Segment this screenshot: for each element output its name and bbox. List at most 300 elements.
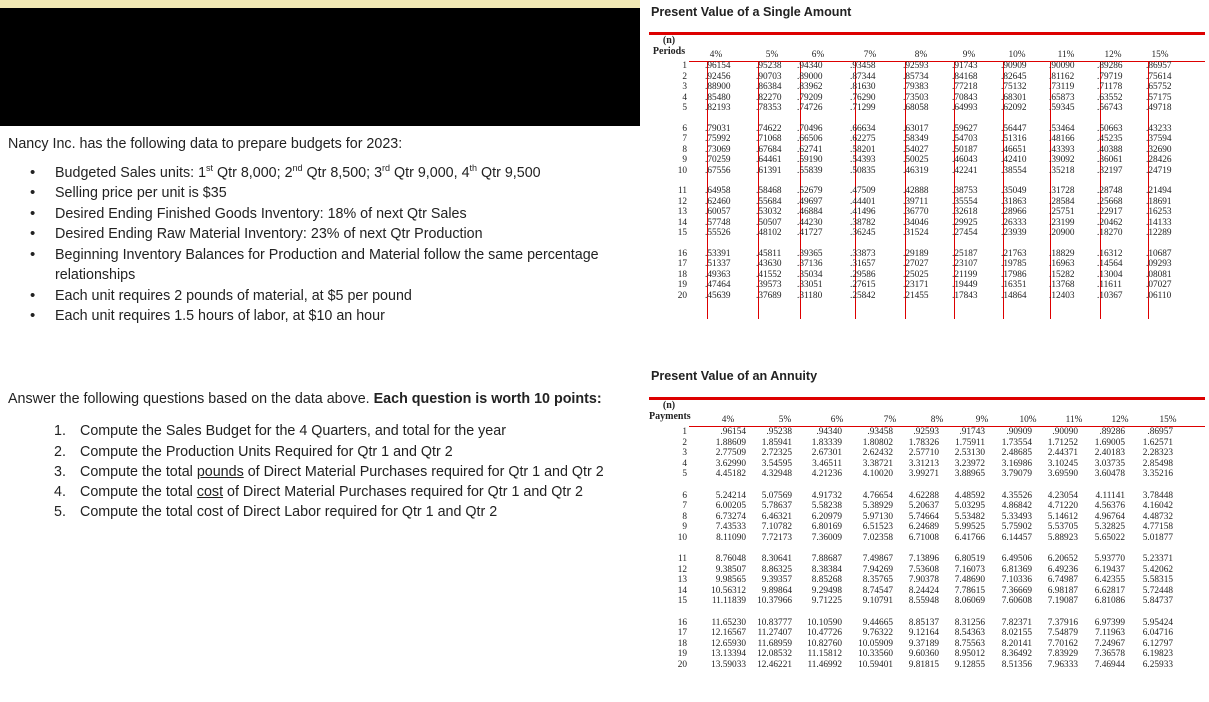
- question-text: of Direct Material Purchases required for Qtr 1 and Qtr 2: [243, 463, 604, 480]
- table-cell: .28426: [1146, 155, 1172, 165]
- table-row: [689, 61, 1209, 72]
- table-cell: 8.86325: [761, 564, 792, 575]
- table-cell: 6.80519: [954, 554, 985, 564]
- table-row: [689, 155, 1209, 166]
- case-data-section: [8, 134, 638, 327]
- table-cell: .90909: [1006, 427, 1032, 437]
- table-cell: 6.19437: [1094, 564, 1125, 575]
- table-cell: 3.03735: [1094, 458, 1125, 469]
- table-cell: 12.16567: [711, 628, 746, 639]
- table-cell: .79031: [705, 123, 731, 134]
- table-cell: 6.42355: [1094, 575, 1125, 586]
- table-cell: 4.62288: [908, 490, 939, 501]
- table-cell: .89000: [797, 71, 823, 82]
- table-cell: .49697: [797, 196, 823, 207]
- table-cell: 3.38721: [862, 458, 893, 469]
- question-text: Compute the Sales Budget for the 4 Quarters, and total for the year: [80, 423, 506, 440]
- table-cell: 4.91732: [811, 490, 842, 501]
- table-cell: 6.46321: [761, 511, 792, 522]
- question-number: 1.: [54, 423, 66, 440]
- table-cell: .58468: [756, 186, 782, 196]
- n-label: (n): [662, 400, 676, 411]
- table-cell: 11.15812: [807, 649, 842, 660]
- table-row: [689, 628, 1209, 639]
- period-number: 12: [677, 196, 687, 207]
- table-row: [689, 639, 1209, 650]
- table-row: [689, 491, 1209, 502]
- table-row: [689, 618, 1209, 629]
- table-cell: .31657: [850, 259, 876, 269]
- table-cell: 7.54879: [1047, 628, 1078, 639]
- period-number: 17: [677, 259, 687, 269]
- period-number: 10: [677, 532, 687, 543]
- table-cell: 5.38929: [862, 501, 893, 512]
- table-cell: 8.74547: [862, 585, 893, 596]
- table-cell: 5.23371: [1142, 554, 1173, 564]
- rate-header: 12%: [1104, 50, 1122, 60]
- table-cell: 11.46992: [807, 659, 842, 670]
- table-cell: 2.40183: [1094, 448, 1125, 459]
- table-cell: 5.88923: [1047, 532, 1078, 543]
- table-cell: .43393: [1049, 144, 1075, 155]
- table-cell: 6.00205: [715, 501, 746, 512]
- table-cell: 7.02358: [862, 532, 893, 543]
- table-row: [689, 512, 1209, 523]
- bullet-item: • Desired Ending Raw Material Inventory: 23% of next Qtr Production: [30, 224, 638, 245]
- period-number: 16: [677, 617, 687, 628]
- table-cell: .64461: [756, 155, 782, 165]
- table-cell: .49718: [1146, 103, 1172, 113]
- bullet-item: • Each unit requires 2 pounds of material, at $5 per pound: [30, 286, 638, 307]
- table-cell: .18691: [1146, 196, 1172, 207]
- table-cell: .89286: [1099, 427, 1125, 437]
- period-number: 11: [678, 554, 687, 564]
- table-cell: 13.59033: [711, 659, 746, 670]
- table-cell: .65873: [1049, 92, 1075, 103]
- table-cell: .78353: [756, 103, 782, 113]
- table-cell: .57748: [705, 217, 731, 228]
- table-cell: .45639: [705, 290, 731, 301]
- table-cell: .46043: [952, 155, 978, 165]
- table-cell: 1.80802: [862, 437, 893, 448]
- question-number: 4.: [54, 484, 66, 501]
- table-cell: .81630: [850, 82, 876, 92]
- table-cell: .96154: [720, 427, 746, 437]
- table-cell: .31863: [1001, 196, 1027, 207]
- period-number: 16: [677, 248, 687, 259]
- table-row: [689, 103, 1209, 114]
- table-cell: .48102: [756, 228, 782, 238]
- question-item: [54, 462, 638, 482]
- bullet-item: • Beginning Inventory Balances for Production and Material follow the same percentage relationships: [30, 245, 638, 286]
- table-row: [689, 575, 1209, 586]
- question-text: Compute the total cost of Direct Labor required for Qtr 1 and Qtr 2: [80, 504, 498, 521]
- table-cell: 2.28323: [1142, 448, 1173, 459]
- table-cell: .28966: [1001, 207, 1027, 217]
- table-cell: .59190: [797, 155, 823, 165]
- period-number: 5: [682, 103, 687, 113]
- table-cell: .34046: [903, 217, 929, 228]
- table-cell: .66634: [850, 123, 876, 134]
- table-cell: .47464: [705, 280, 731, 290]
- table-cell: 3.16986: [1001, 458, 1032, 469]
- table-cell: 2.72325: [761, 448, 792, 459]
- table-cell: 9.98565: [715, 575, 746, 586]
- table-row: [689, 259, 1209, 270]
- rate-header: 9%: [962, 50, 976, 60]
- table-cell: .25187: [952, 248, 978, 259]
- table-cell: .38753: [952, 186, 978, 196]
- table-cell: .29189: [903, 248, 929, 259]
- table-cell: 8.51356: [1001, 659, 1032, 670]
- table-row: [689, 218, 1209, 229]
- table-row: [689, 427, 1209, 438]
- table-cell: .32690: [1146, 144, 1172, 155]
- bullet-item: • Desired Ending Finished Goods Inventory: 18% of next Qtr Sales: [30, 204, 638, 225]
- ordinal-suffix: th: [469, 162, 478, 173]
- table-cell: 8.54363: [954, 628, 985, 639]
- rate-header: 8%: [930, 415, 944, 425]
- table-cell: 5.20637: [908, 501, 939, 512]
- table-cell: 5.72448: [1142, 585, 1173, 596]
- table-cell: .89286: [1097, 61, 1123, 71]
- period-label: Periods: [652, 46, 686, 57]
- table-row: [689, 166, 1209, 177]
- table-cell: .60057: [705, 207, 731, 217]
- rate-header: 9%: [975, 415, 989, 425]
- bullet-item: • Each unit requires 1.5 hours of labor, at $10 an hour: [30, 306, 638, 327]
- case-intro: Nancy Inc. has the following data to prepare budgets for 2023:: [8, 136, 403, 152]
- table-cell: 5.95424: [1142, 617, 1173, 628]
- question-text: Compute the total: [80, 463, 197, 480]
- table-cell: .37136: [797, 259, 823, 269]
- table-cell: 5.84737: [1142, 596, 1173, 607]
- table-cell: .39092: [1049, 155, 1075, 165]
- table-cell: .74622: [756, 123, 782, 134]
- table-cell: .68058: [903, 103, 929, 113]
- table-cell: 8.11090: [716, 532, 746, 543]
- table-cell: 6.81086: [1094, 596, 1125, 607]
- table-cell: .54393: [850, 155, 876, 165]
- table-cell: .08081: [1146, 269, 1172, 280]
- table-cell: .16253: [1146, 207, 1172, 217]
- table-cell: 7.53608: [908, 564, 939, 575]
- table-cell: 6.25933: [1142, 659, 1173, 670]
- question-emphasis: cost: [196, 484, 224, 501]
- table-cell: .94340: [816, 427, 842, 437]
- table-row: [689, 533, 1209, 544]
- table-cell: 4.48732: [1142, 511, 1173, 522]
- table-cell: 2.48685: [1001, 448, 1032, 459]
- table-cell: 5.42062: [1142, 564, 1173, 575]
- table-cell: 6.71008: [908, 532, 939, 543]
- table-cell: 4.77158: [1142, 522, 1173, 533]
- table-cell: .62460: [705, 196, 731, 207]
- table-cell: 5.65022: [1094, 532, 1125, 543]
- table-cell: .91743: [952, 61, 978, 71]
- table-cell: 8.06069: [954, 596, 985, 607]
- table-cell: 2.67301: [811, 448, 842, 459]
- period-number: 17: [677, 628, 687, 639]
- table-cell: .31524: [903, 228, 929, 238]
- ordinal-suffix: nd: [292, 162, 303, 173]
- table-cell: .55684: [756, 196, 782, 207]
- period-number: 18: [677, 269, 687, 280]
- table-cell: 7.70162: [1047, 638, 1078, 649]
- table-cell: 12.08532: [757, 649, 792, 660]
- table-cell: .64993: [952, 103, 978, 113]
- table-cell: .49363: [705, 269, 731, 280]
- table-cell: .59345: [1049, 103, 1075, 113]
- table-cell: 12.46221: [757, 659, 792, 670]
- table-cell: .86384: [756, 82, 782, 92]
- table-cell: 7.19087: [1047, 596, 1078, 607]
- table-cell: .70496: [797, 123, 823, 134]
- table-cell: 7.43533: [715, 522, 746, 533]
- table-cell: 1.78326: [908, 437, 939, 448]
- table-cell: 6.49506: [1001, 554, 1032, 564]
- period-number: 2: [682, 71, 687, 82]
- table-cell: .68301: [1001, 92, 1027, 103]
- table-cell: 6.04716: [1142, 628, 1173, 639]
- table-cell: 10.37966: [757, 596, 792, 607]
- table-cell: 1.73554: [1001, 437, 1032, 448]
- table-cell: 8.85137: [908, 617, 939, 628]
- table-cell: 7.16073: [954, 564, 985, 575]
- table-cell: 10.82760: [807, 638, 842, 649]
- table-cell: 6.62817: [1094, 585, 1125, 596]
- table-cell: 8.35765: [862, 575, 893, 586]
- table-cell: 2.57710: [908, 448, 939, 459]
- table-cell: .27027: [903, 259, 929, 269]
- table-cell: .16312: [1097, 248, 1123, 259]
- table-cell: .61391: [756, 165, 782, 176]
- table-cell: 5.33493: [1001, 511, 1032, 522]
- table-cell: 5.14612: [1047, 511, 1078, 522]
- table-cell: .73503: [903, 92, 929, 103]
- table-cell: .38554: [1001, 165, 1027, 176]
- table-row: [689, 586, 1209, 597]
- table-cell: .40388: [1097, 144, 1123, 155]
- table-cell: 6.74987: [1047, 575, 1078, 586]
- table-cell: .45235: [1097, 134, 1123, 144]
- question-text: of Direct Material Purchases required for Qtr 1 and Qtr 2: [223, 484, 584, 501]
- table-cell: .23171: [903, 280, 929, 290]
- table-cell: 6.24689: [908, 522, 939, 533]
- table-cell: .12403: [1049, 290, 1075, 301]
- table-cell: .36770: [903, 207, 929, 217]
- table-cell: .25025: [903, 269, 929, 280]
- table-cell: .74726: [797, 103, 823, 113]
- table-cell: .62741: [797, 144, 823, 155]
- table-cell: 8.02155: [1001, 628, 1032, 639]
- table-cell: .10687: [1146, 248, 1172, 259]
- table-cell: 4.35526: [1001, 490, 1032, 501]
- table-cell: .28584: [1049, 196, 1075, 207]
- table-cell: 10.10590: [807, 617, 842, 628]
- question-item: [54, 502, 638, 522]
- period-number: 2: [682, 437, 687, 448]
- table-cell: 3.10245: [1047, 458, 1078, 469]
- table-cell: 3.99271: [908, 469, 939, 480]
- questions-intro: Answer the following questions based on the data above. Each question is worth 10 points:: [8, 391, 602, 407]
- table-cell: .26333: [1001, 217, 1027, 228]
- table-cell: 9.44665: [862, 617, 893, 628]
- table-cell: .14864: [1001, 290, 1027, 301]
- table-cell: 5.53482: [954, 511, 985, 522]
- rate-header: 15%: [1159, 415, 1177, 425]
- table-cell: 1.75911: [955, 437, 985, 448]
- table-cell: .16963: [1049, 259, 1075, 269]
- table-cell: .77218: [952, 82, 978, 92]
- table-row: [689, 660, 1209, 671]
- table-cell: .64958: [705, 186, 731, 196]
- period-label: Payments: [649, 411, 691, 422]
- table-cell: 7.13896: [908, 554, 939, 564]
- table-row: [689, 554, 1209, 565]
- period-number: 13: [677, 575, 687, 586]
- table-cell: .16351: [1001, 280, 1027, 290]
- table-row: [689, 448, 1209, 459]
- table-cell: 6.97399: [1094, 617, 1125, 628]
- table-row: [689, 469, 1209, 480]
- table-cell: .09293: [1146, 259, 1172, 269]
- table-cell: .21763: [1001, 248, 1027, 259]
- period-number: 10: [677, 165, 687, 176]
- table-cell: .50187: [952, 144, 978, 155]
- table-cell: 9.39357: [761, 575, 792, 586]
- table-cell: .57175: [1146, 92, 1172, 103]
- table-cell: 6.41766: [954, 532, 985, 543]
- table-cell: 4.76654: [862, 490, 893, 501]
- table-cell: .43630: [756, 259, 782, 269]
- period-number: 3: [682, 82, 687, 92]
- table-cell: .45811: [756, 248, 782, 259]
- table-cell: 7.48690: [954, 575, 985, 586]
- table-cell: 3.35216: [1142, 469, 1173, 480]
- table-cell: .25751: [1049, 207, 1075, 217]
- table-cell: 9.76322: [862, 628, 893, 639]
- table-cell: .37594: [1146, 134, 1172, 144]
- table-row: [689, 270, 1209, 281]
- table-cell: .10367: [1097, 290, 1123, 301]
- pv-annuity-table: [649, 397, 1209, 699]
- table-cell: 7.60608: [1001, 596, 1032, 607]
- table-cell: .32618: [952, 207, 978, 217]
- table-cell: .39573: [756, 280, 782, 290]
- table-cell: .36061: [1097, 155, 1123, 165]
- table-row: [689, 186, 1209, 197]
- table-cell: .42410: [1001, 155, 1027, 165]
- table-cell: 5.97130: [862, 511, 893, 522]
- table-cell: .86957: [1147, 427, 1173, 437]
- table-cell: .79719: [1097, 71, 1123, 82]
- table-cell: 9.10791: [862, 596, 893, 607]
- table-cell: .46884: [797, 207, 823, 217]
- table-cell: .50835: [850, 165, 876, 176]
- table-cell: 2.77509: [715, 448, 746, 459]
- table-cell: 5.01877: [1142, 532, 1173, 543]
- table-cell: .38782: [850, 217, 876, 228]
- table-cell: .56743: [1097, 103, 1123, 113]
- rate-header: 6%: [830, 415, 844, 425]
- period-number: 1: [682, 427, 687, 437]
- table-cell: .39365: [797, 248, 823, 259]
- table-cell: 7.10782: [761, 522, 792, 533]
- rate-header: 7%: [883, 415, 897, 425]
- table-row: [689, 501, 1209, 512]
- case-bullet-list: [8, 163, 638, 327]
- table-cell: 11.65230: [711, 617, 746, 628]
- table-cell: .11611: [1097, 280, 1122, 290]
- table-cell: 7.88687: [811, 554, 842, 564]
- table-cell: 7.90378: [908, 575, 939, 586]
- table-cell: .62092: [1001, 103, 1027, 113]
- table-cell: .63552: [1097, 92, 1123, 103]
- question-list: [8, 421, 638, 522]
- table-cell: 3.54595: [761, 458, 792, 469]
- table-cell: 2.62432: [862, 448, 893, 459]
- table-cell: .53391: [705, 248, 731, 259]
- table-cell: 8.38384: [811, 564, 842, 575]
- table-cell: 7.36578: [1094, 649, 1125, 660]
- table-cell: .13768: [1049, 280, 1075, 290]
- table-cell: 7.46944: [1094, 659, 1125, 670]
- rate-header: 8%: [914, 50, 928, 60]
- table-cell: 3.79079: [1001, 469, 1032, 480]
- table-cell: 4.96764: [1094, 511, 1125, 522]
- table-cell: .55526: [705, 228, 731, 238]
- period-number: 7: [682, 134, 687, 144]
- table-row: [689, 459, 1209, 470]
- table-cell: .82645: [1001, 71, 1027, 82]
- table-cell: .43233: [1146, 123, 1172, 134]
- table-cell: 6.49236: [1047, 564, 1078, 575]
- table-cell: .88900: [705, 82, 731, 92]
- rate-header: 11%: [1065, 415, 1083, 425]
- table-cell: 8.30641: [761, 554, 792, 564]
- table-cell: .85734: [903, 71, 929, 82]
- rate-header: 4%: [721, 415, 735, 425]
- table-row: [689, 82, 1209, 93]
- table-cell: 7.36669: [1001, 585, 1032, 596]
- table-cell: .96154: [705, 61, 731, 71]
- table-cell: .20900: [1049, 228, 1075, 238]
- table-cell: .90703: [756, 71, 782, 82]
- table-cell: .19449: [952, 280, 978, 290]
- table-cell: .23939: [1001, 228, 1027, 238]
- table-cell: 4.16042: [1142, 501, 1173, 512]
- table-cell: 5.74664: [908, 511, 939, 522]
- question-item: [54, 421, 638, 441]
- table-cell: 6.80169: [811, 522, 842, 533]
- table-cell: 7.72173: [761, 532, 792, 543]
- period-number: 9: [682, 155, 687, 165]
- table-cell: 3.31213: [908, 458, 939, 469]
- rate-header: 15%: [1151, 50, 1169, 60]
- table-cell: .20462: [1097, 217, 1123, 228]
- table-cell: 7.37916: [1047, 617, 1078, 628]
- table-cell: .31180: [797, 290, 823, 301]
- pv-single-title: Present Value of a Single Amount: [651, 5, 852, 19]
- table-cell: .67556: [705, 165, 731, 176]
- table-cell: .41727: [797, 228, 823, 238]
- table-cell: 6.14457: [1001, 532, 1032, 543]
- table-cell: 3.62990: [715, 458, 746, 469]
- table-cell: 6.12797: [1142, 638, 1173, 649]
- table-cell: .58349: [903, 134, 929, 144]
- table-cell: 8.36492: [1001, 649, 1032, 660]
